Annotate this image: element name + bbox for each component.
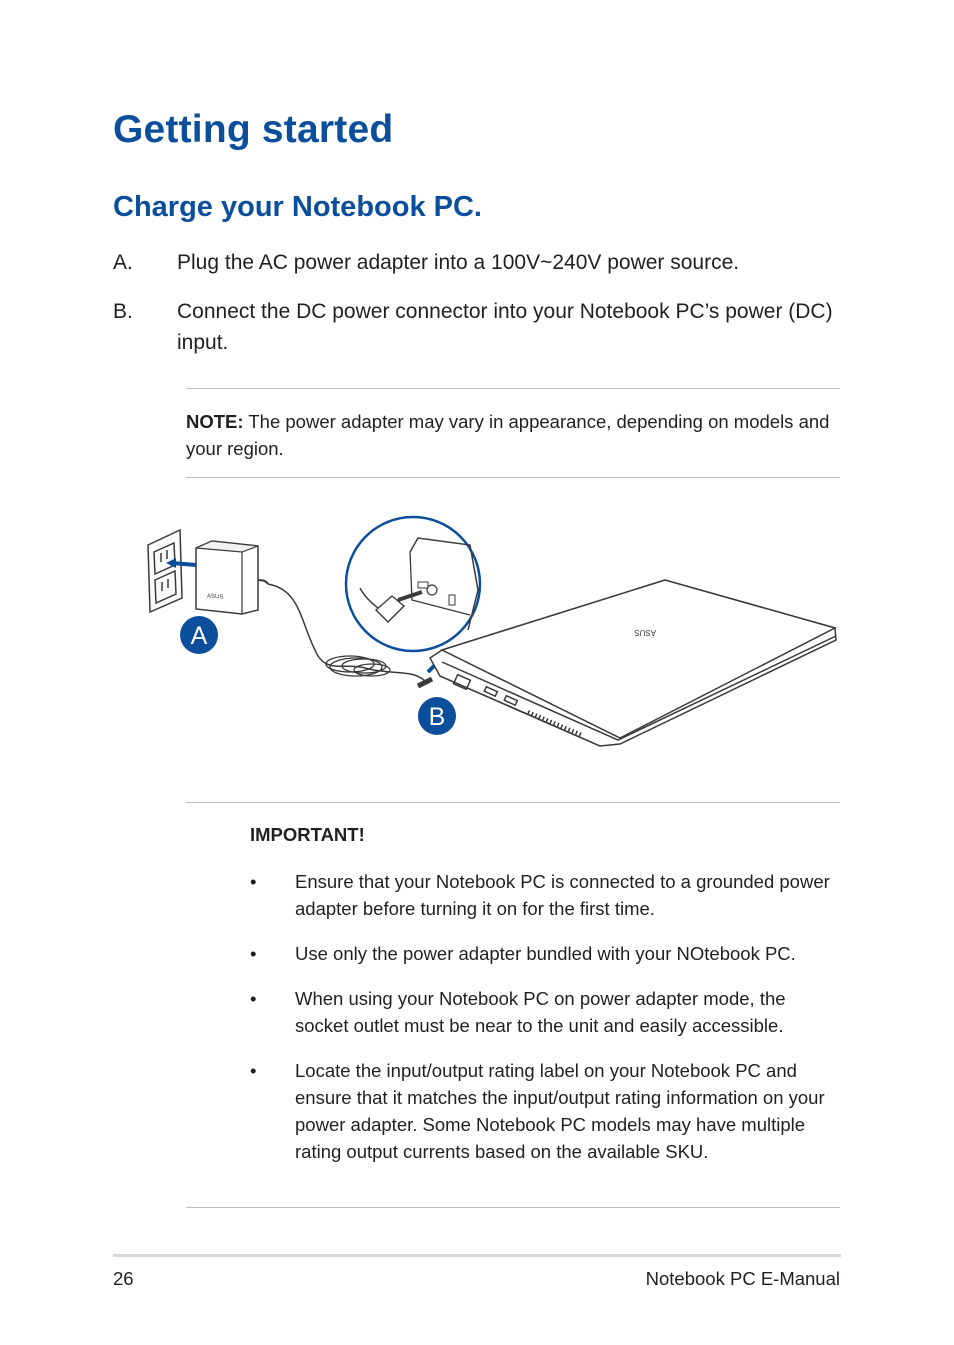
important-item-4: Locate the input/output rating label on your Notebook PC and ensure that it matches the input/output rating information on your power adapter. Some Notebook PC models may have multiple rating output currents based on the available SKU.: [295, 1060, 825, 1162]
callout-b-label: B: [428, 703, 446, 731]
step-b-letter: B.: [113, 300, 133, 323]
page-number: 26: [113, 1268, 134, 1289]
bullet-marker: •: [250, 1060, 257, 1081]
step-a-text: Plug the AC power adapter into a 100V~240V power source.: [177, 251, 740, 274]
step-b-text: Connect the DC power connector into your Notebook PC’s power (DC) input.: [177, 300, 833, 354]
adapter-logo: ASUS: [207, 593, 224, 601]
important-top-divider: [186, 802, 840, 803]
page-title: Getting started: [113, 108, 394, 151]
important-heading: IMPORTANT!: [250, 824, 365, 845]
manual-title: Notebook PC E-Manual: [645, 1268, 840, 1289]
section-title: Charge your Notebook PC.: [113, 191, 482, 223]
zoom-detail-circle: [346, 517, 480, 651]
important-item-2: Use only the power adapter bundled with your NOtebook PC.: [295, 943, 796, 964]
important-item-3: When using your Notebook PC on power adapter mode, the socket outlet must be near to the unit and easily accessible.: [295, 988, 786, 1036]
note-text: The power adapter may vary in appearance, depending on models and your region.: [186, 411, 830, 459]
notebook-pc-icon: [430, 580, 836, 746]
bullet-marker: •: [250, 988, 257, 1009]
important-item-1: Ensure that your Notebook PC is connected to a grounded power adapter before turning it on for the first time.: [295, 871, 830, 919]
bullet-marker: •: [250, 871, 257, 892]
bullet-marker: •: [250, 943, 257, 964]
wall-outlet-icon: [148, 530, 182, 612]
note-label: NOTE:: [186, 411, 244, 432]
callout-a: [180, 616, 218, 654]
step-a-letter: A.: [113, 251, 133, 274]
laptop-logo: ASUS: [634, 628, 656, 637]
callout-b: [418, 697, 456, 735]
callout-a-label: A: [190, 622, 208, 650]
important-bottom-divider: [186, 1207, 840, 1208]
footer-divider: [113, 1254, 841, 1257]
